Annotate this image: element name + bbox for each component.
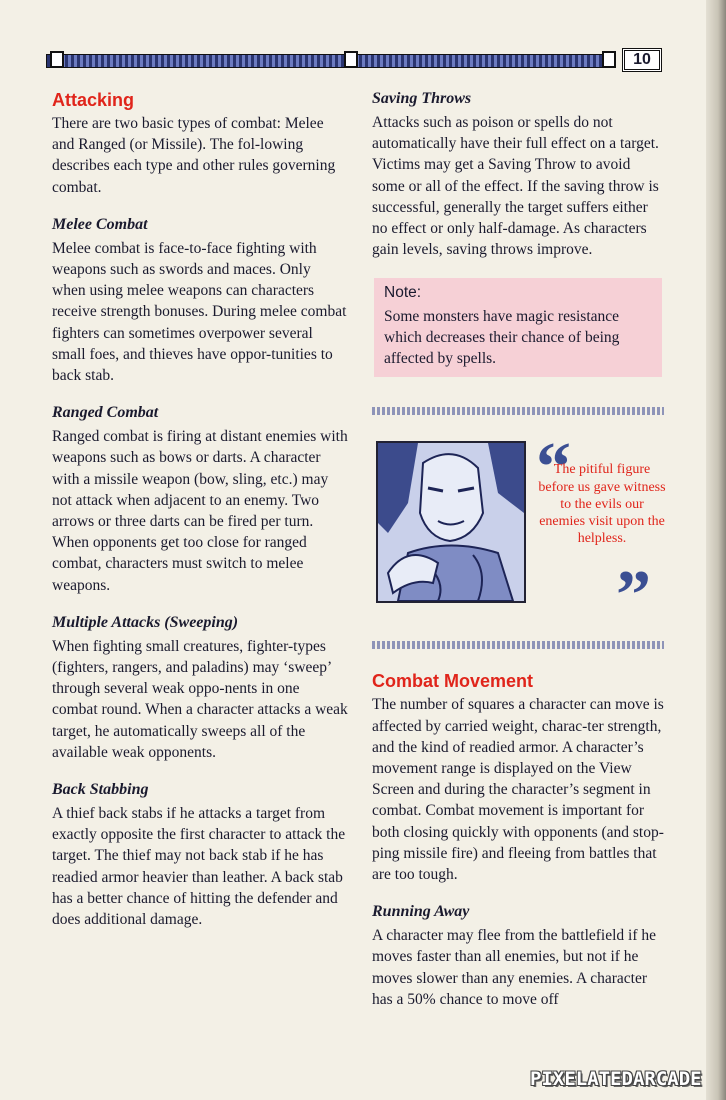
header-block-right [602, 51, 616, 68]
open-quote-mark: “ [536, 429, 571, 507]
note-title: Note: [384, 284, 422, 302]
attacking-text: There are two basic types of combat: Melee and Ranged (or Missile). The fol-lowing describes each type and other rules governing combat. [52, 115, 336, 196]
page-header-bar [46, 48, 662, 70]
watermark-logo: PIXELATEDARCADE [530, 1068, 702, 1090]
section-divider [372, 407, 664, 415]
character-portrait-image [376, 441, 526, 603]
heading-running-away: Running Away [372, 903, 470, 921]
heading-back-stabbing: Back Stabbing [52, 781, 149, 799]
heading-attacking: Attacking [52, 90, 135, 110]
running-away-text: A character may flee from the battlefield if he moves faster than all enemies, but not if he moves slower than any enemies. A character has a 50% chance to move off [372, 927, 657, 1008]
section-divider-2 [372, 641, 664, 649]
heading-saving-throws: Saving Throws [372, 90, 472, 107]
ranged-combat-text: Ranged combat is firing at distant enemies with weapons such as bows or darts. A character with a missile weapon (bow, sling, etc.) may not attack when adjacent to an enemy. Two arrows or three darts can be fired per turn. When opponents get too close for ranged combat, characters must switch to melee weapons. [52, 428, 348, 594]
combat-movement-text: The number of squares a character can move is affected by carried weight, charac-ter strength, and the kind of readied armor. A character’s movement range is displayed on the View Screen and during the character’s segment in combat. Combat movement is important for both closing quickly with opponents (and stop-ping missile fire) and fleeing from battles that are too tough. [372, 696, 664, 884]
header-block-middle [344, 51, 358, 68]
page-number: 10 [622, 48, 662, 72]
melee-combat-text: Melee combat is face-to-face fighting with weapons such as swords and maces. Only when using melee weapons can characters receive strength bonuses. During melee combat fighters can sometimes overpower several small foes, and thieves have oppor-tunities to back stab. [52, 239, 347, 385]
header-block-left [50, 51, 64, 68]
book-binding [706, 0, 726, 1100]
close-quote-mark: ” [616, 557, 651, 635]
quote-text: The pitiful figure before us gave witness to the evils our enemies visit upon the helpless. [538, 462, 666, 547]
heading-melee-combat: Melee Combat [52, 215, 148, 233]
heading-ranged-combat: Ranged Combat [52, 404, 159, 422]
note-box [374, 278, 662, 377]
note-text: Some monsters have magic resistance which decreases their chance of being affected by spells. [384, 308, 620, 368]
quote-block [372, 429, 666, 635]
heading-combat-movement: Combat Movement [372, 671, 534, 692]
header-ornament-strip [46, 54, 616, 68]
saving-throws-text: Attacks such as poison or spells do not automatically have their full effect on a target. Victims may get a Saving Throw to avoid some or all of the effect. If the saving throw is successful, generally the target suffers either no effect or only half-damage. As characters gain levels, saving throws improve. [372, 114, 659, 259]
multiple-attacks-text: When fighting small creatures, fighter-types (fighters, rangers, and paladins) may ‘sweep’ through several weak oppo-nents in one combat round. When a character attacks a weak target, he automatically sweeps all of the available weak opponents. [52, 637, 348, 761]
right-column [372, 90, 664, 1010]
back-stabbing-text: A thief back stabs if he attacks a target from exactly opposite the first character to attack the target. The thief may not back stab if he has readied armor heavier than leather. A back stab has a better chance of hitting the defender and does additional damage. [52, 805, 346, 929]
heading-multiple-attacks: Multiple Attacks (Sweeping) [52, 613, 239, 631]
left-column [52, 90, 348, 930]
